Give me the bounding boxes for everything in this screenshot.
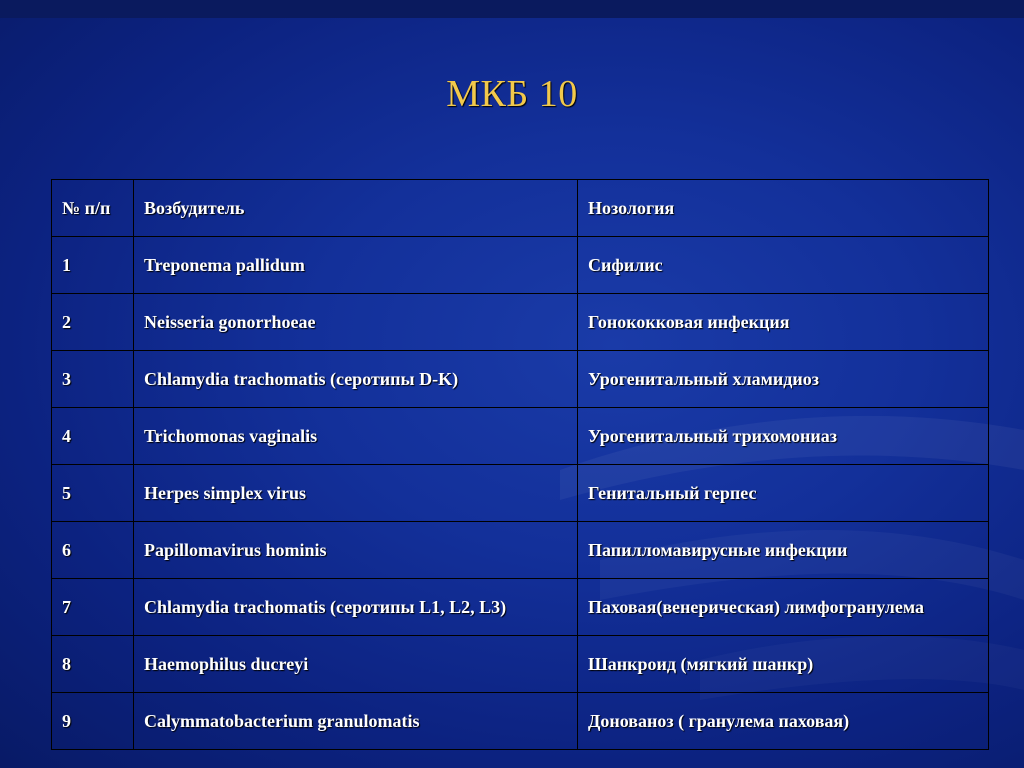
top-band xyxy=(0,0,1024,18)
cell-nosology: Урогенитальный хламидиоз xyxy=(578,351,989,408)
cell-pathogen: Haemophilus ducreyi xyxy=(134,636,578,693)
header-pathogen: Возбудитель xyxy=(134,180,578,237)
cell-number: 7 xyxy=(52,579,134,636)
cell-pathogen: Neisseria gonorrhoeae xyxy=(134,294,578,351)
table-row xyxy=(52,408,989,465)
cell-number: 1 xyxy=(52,237,134,294)
header-nosology: Нозология xyxy=(578,180,989,237)
icd-table xyxy=(51,179,989,750)
table-row xyxy=(52,294,989,351)
cell-number: 4 xyxy=(52,408,134,465)
header-number: № п/п xyxy=(52,180,134,237)
cell-nosology: Папилломавирусные инфекции xyxy=(578,522,989,579)
table-row xyxy=(52,465,989,522)
cell-nosology: Донованоз ( гранулема паховая) xyxy=(578,693,989,750)
table-row xyxy=(52,693,989,750)
table-row xyxy=(52,522,989,579)
cell-nosology: Паховая(венерическая) лимфогранулема xyxy=(578,579,989,636)
table-row xyxy=(52,579,989,636)
cell-number: 9 xyxy=(52,693,134,750)
cell-nosology: Гонококковая инфекция xyxy=(578,294,989,351)
slide-title: МКБ 10 xyxy=(446,73,578,115)
cell-pathogen: Chlamydia trachomatis (серотипы D-K) xyxy=(134,351,578,408)
cell-nosology: Шанкроид (мягкий шанкр) xyxy=(578,636,989,693)
table-header-row xyxy=(52,180,989,237)
table-row xyxy=(52,636,989,693)
cell-number: 6 xyxy=(52,522,134,579)
cell-nosology: Урогенитальный трихомониаз xyxy=(578,408,989,465)
cell-nosology: Сифилис xyxy=(578,237,989,294)
cell-number: 3 xyxy=(52,351,134,408)
cell-pathogen: Herpes simplex virus xyxy=(134,465,578,522)
cell-pathogen: Trichomonas vaginalis xyxy=(134,408,578,465)
cell-nosology: Генитальный герпес xyxy=(578,465,989,522)
cell-pathogen: Treponema pallidum xyxy=(134,237,578,294)
cell-pathogen: Chlamydia trachomatis (серотипы L1, L2, L3) xyxy=(134,579,578,636)
cell-pathogen: Calymmatobacterium granulomatis xyxy=(134,693,578,750)
cell-number: 8 xyxy=(52,636,134,693)
cell-pathogen: Papillomavirus hominis xyxy=(134,522,578,579)
table-row xyxy=(52,237,989,294)
table-row xyxy=(52,351,989,408)
cell-number: 2 xyxy=(52,294,134,351)
cell-number: 5 xyxy=(52,465,134,522)
